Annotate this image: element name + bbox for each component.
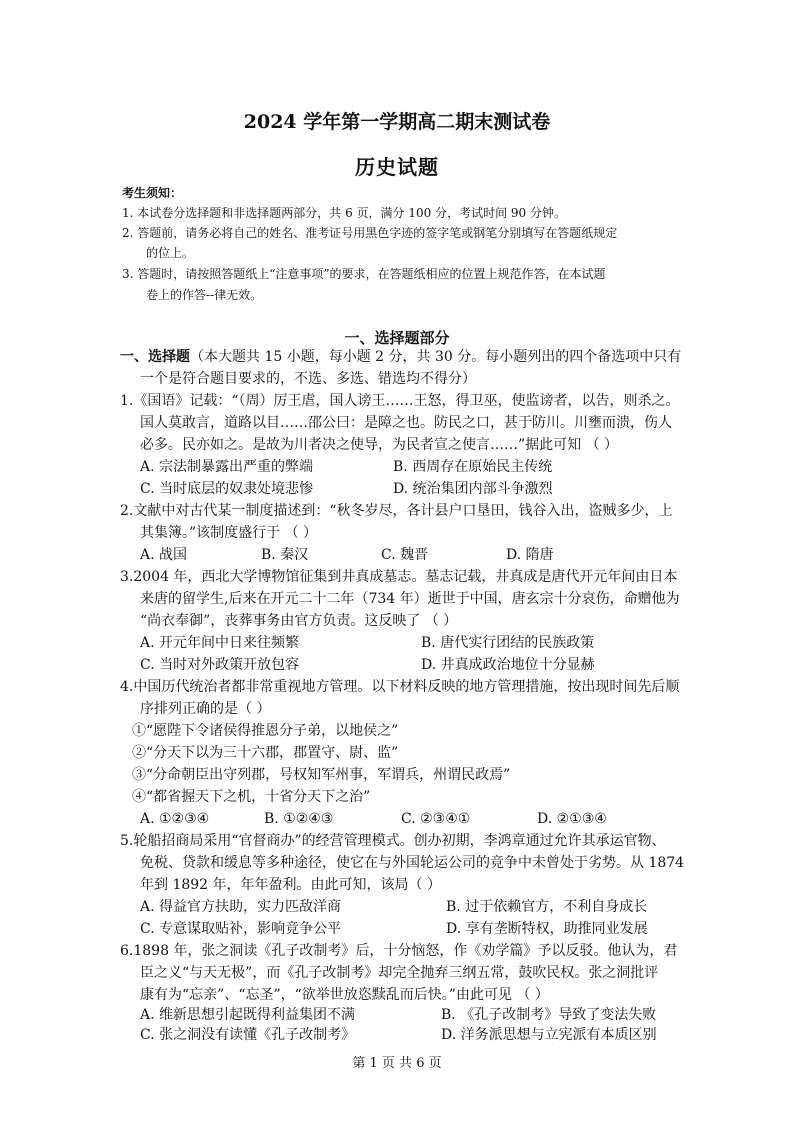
q2-option-c: C. 魏晋: [381, 547, 429, 563]
q6-line-1: 6.1898 年，张之洞读《孔子改制考》后，十分恼怒，作《劝学篇》予以反驳。他认为，君: [120, 943, 678, 959]
notice-item-2-cont: 的位上。: [146, 246, 195, 260]
q6-option-a: A. 维新思想引起既得利益集团不满: [140, 1007, 356, 1023]
q5-line-2: 免税、贷款和缓息等多种途径，使它在与外国轮运公司的竞争中未曾处于劣势。从 1874: [140, 855, 685, 871]
q1-option-c: C. 当时底层的奴隶处境悲惨: [140, 481, 314, 497]
q1-line-1: 1.《国语》记载：“（周）厉王虐，国人谤王……王怒，得卫巫，使监谤者，以告，则杀之。: [120, 393, 680, 409]
q5-option-c: C. 专意谋取贴补，影响竞争公平: [140, 921, 342, 937]
notice-item-3: 3. 答题时，请按照答题纸上“注意事项”的要求，在答题纸相应的位置上规范作答，在本试题: [122, 267, 606, 281]
q6-option-b: B. 《孔子改制考》导致了变法失败: [441, 1007, 657, 1023]
section-title: 一、选择题部分: [344, 329, 450, 347]
q4-option-b: B. ①②④③: [264, 811, 334, 827]
q1-line-2: 国人莫敢言，道路以目……邵公曰：是障之也。防民之口，甚于防川。川壅而溃，伤人: [140, 415, 672, 431]
q3-line-1: 3.2004 年，西北大学博物馆征集到井真成墓志。墓志记载，井真成是唐代开元年间由日本: [120, 569, 678, 585]
q1-option-b: B. 西周存在原始民主传统: [393, 459, 553, 475]
q6-option-d: D. 洋务派思想与立宪派有本质区别: [441, 1027, 657, 1043]
q1-option-a: A. 宗法制暴露出严重的弊端: [140, 459, 314, 475]
notice-item-3-cont: 卷上的作答--律无效。: [146, 288, 263, 302]
q6-option-c: C. 张之洞没有读懂《孔子改制考》: [140, 1027, 356, 1043]
q2-option-d: D. 隋唐: [506, 547, 554, 563]
q4-material-2: ②“分天下以为三十六郡，郡置守、尉、监”: [132, 745, 399, 761]
subject-title: 历史试题: [355, 155, 439, 179]
notice-heading: 考生须知：: [122, 186, 183, 200]
q2-line-1: 2.文献中对古代某一制度描述到：“秋冬岁尽，各计县户口垦田，钱谷入出，盗贼多少，上: [120, 503, 673, 519]
q3-option-b: B. 唐代实行团结的民族政策: [421, 635, 595, 651]
q5-option-a: A. 得益官方扶助，实力匹敌洋商: [140, 899, 342, 915]
page-footer: 第 1 页 共 6 页: [352, 1056, 442, 1071]
q5-line-3: 年到 1892 年，年年盈利。由此可知，该局（ ）: [140, 877, 441, 893]
instruction-text: （本大题共 15 小题，每小题 2 分，共 30 分。每小题列出的四个备选项中只有: [190, 349, 682, 365]
notice-item-1: 1. 本试卷分选择题和非选择题两部分，共 6 页，满分 100 分，考试时间 90 分钟。: [122, 206, 566, 220]
q1-line-3: 必多。民亦如之。是故为川者决之使导，为民者宣之使言……”据此可知 （ ）: [140, 437, 619, 453]
q4-material-3: ③“分命朝臣出守列郡，号权知军州事，军谓兵，州谓民政焉”: [132, 767, 511, 783]
q3-line-3: “尚衣奉御”，丧葬事务由官方负责。这反映了 （ ）: [140, 613, 458, 629]
q4-option-d: D. ②①③④: [537, 811, 607, 827]
q4-line-1: 4.中国历代统治者都非常重视地方管理。以下材料反映的地方管理措施，按出现时间先后顺: [120, 679, 680, 695]
q5-option-b: B. 过于依赖官方，不利自身成长: [446, 899, 648, 915]
notice-item-2: 2. 答题前，请务必将自己的姓名、准考证号用黑色字迹的签字笔或钢笔分别填写在答题纸规定: [122, 226, 618, 240]
q2-option-b: B. 秦汉: [261, 547, 309, 563]
q3-line-2: 来唐的留学生,后来在开元二十二年（734 年）逝世于中国，唐玄宗十分哀伤，命赠他为: [140, 591, 680, 607]
q4-line-2: 序排列正确的是（ ）: [140, 701, 271, 717]
q4-material-1: ①“愿陛下令诸侯得推恩分子弟，以地侯之”: [132, 723, 399, 739]
q3-option-c: C. 当时对外政策开放包容: [140, 657, 300, 673]
q5-option-d: D. 享有垄断特权，助推同业发展: [446, 921, 648, 937]
q4-option-a: A. ①②③④: [140, 811, 210, 827]
q2-line-2: 其集簿。”该制度盛行于 （ ）: [140, 525, 318, 541]
q5-line-1: 5.轮船招商局采用“官督商办”的经营管理模式。创办初期，李鸿章通过允许其承运官物、: [120, 833, 666, 849]
q6-line-2: 臣之义“与天无极”，而《孔子改制考》却完全抛弃三纲五常，鼓吹民权。张之洞批评: [140, 965, 659, 981]
q2-option-a: A. 战国: [140, 547, 188, 563]
instruction-label: 一、选择题: [120, 349, 190, 365]
q4-option-c: C. ②③④①: [401, 811, 471, 827]
q3-option-a: A. 开元年间中日来往频繁: [140, 635, 300, 651]
exam-title: 2024 学年第一学期高二期末测试卷: [243, 111, 551, 133]
q4-material-4: ④“都省握天下之机，十省分天下之治”: [132, 789, 371, 805]
q6-line-3: 康有为“忘亲”、“忘圣”，“欲举世放恣黩乱而后快。”由此可见 （ ）: [140, 987, 549, 1003]
q1-option-d: D. 统治集团内部斗争激烈: [393, 481, 553, 497]
section-instruction: [120, 347, 681, 367]
q3-option-d: D. 井真成政治地位十分显赫: [421, 657, 595, 673]
instruction-cont: 一个是符合题目要求的，不选、多选、错选均不得分）: [140, 371, 476, 387]
